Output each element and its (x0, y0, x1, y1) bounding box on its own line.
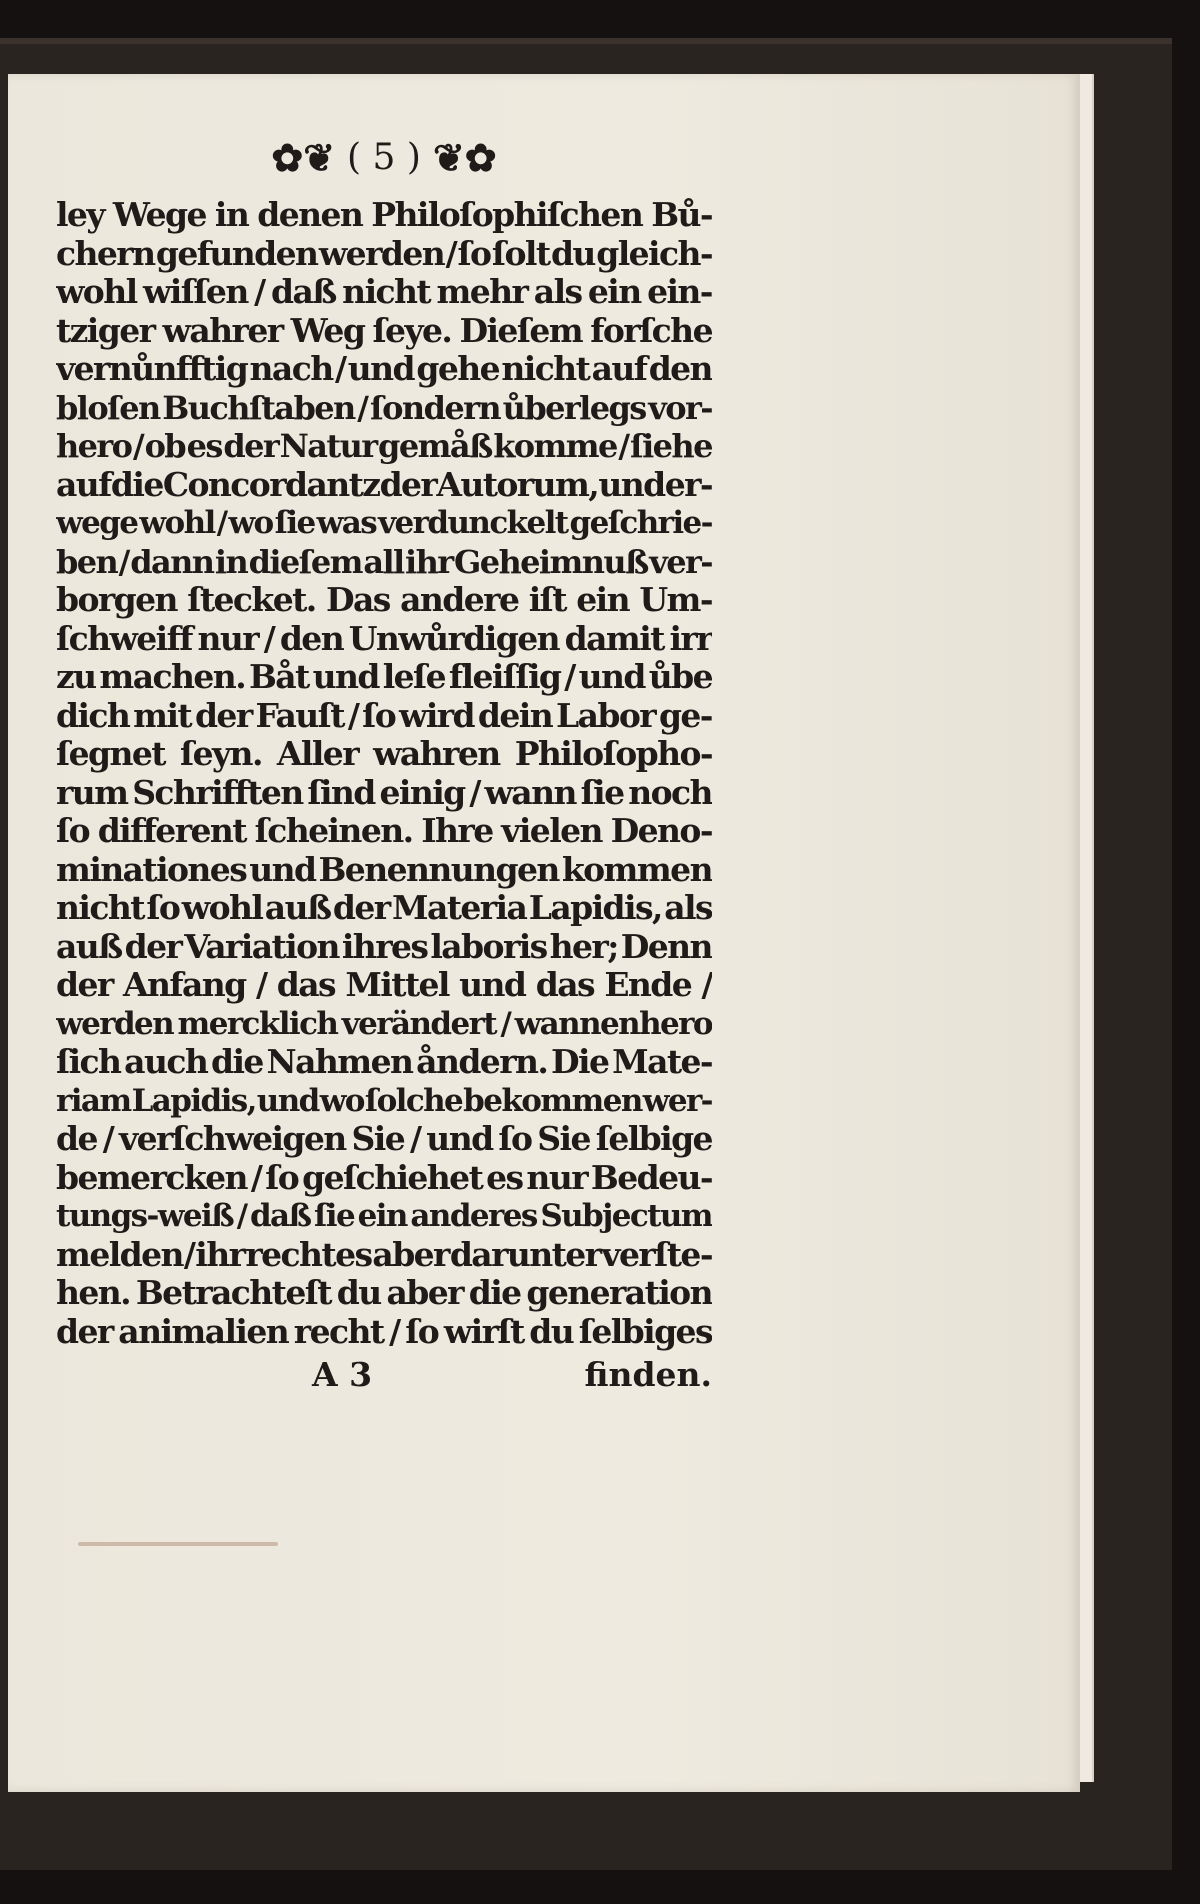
text-line: wege wohl / wo ſie was verdunckelt geſchrie- (56, 505, 712, 541)
text-line: hero / ob es der Natur gemåß komme / ſiehe (56, 427, 712, 465)
text-line: riam Lapidis, und wo ſolche bekommen wer- (56, 1082, 712, 1119)
text-line: der Anfang / das Mittel und das Ende / (56, 966, 712, 1004)
text-line: bloſen Buchſtaben / ſondern ůberlegs vor- (56, 388, 712, 427)
text-line: ſich auch die Nahmen åndern. Die Mate- (56, 1043, 712, 1081)
ornament-left-icon: ✿❦ (271, 134, 336, 180)
text-line: wohl wiſſen / daß nicht mehr als ein ein- (56, 273, 712, 311)
text-line: bemercken / ſo geſchiehet es nur Bedeu- (56, 1158, 712, 1197)
text-line: de / verſchweigen Sie / und ſo Sie ſelbige (56, 1120, 712, 1158)
text-line: werden mercklich verändert / wannenhero (56, 1005, 712, 1042)
text-line: ſegnet ſeyn. Aller wahren Philoſopho- (56, 735, 712, 773)
text-line: zu machen. Båt und leſe fleiſſig / und ůbe (56, 658, 712, 696)
text-line: auß der Variation ihres laboris her; Denn (56, 927, 712, 966)
text-line: auf die Concordantz der Autorum, und er- (56, 465, 712, 504)
text-line: hen. Betrachteſt du aber die generation (56, 1274, 712, 1312)
text-line: vernůnfftig nach / und gehe nicht auf den (56, 350, 712, 388)
text-line: ley Wege in denen Philoſophiſchen Bů- (56, 196, 712, 234)
text-line: melden / ihr rechtes aber darunter verſte- (56, 1235, 712, 1274)
text-block (56, 122, 712, 1395)
text-line: dich mit der Fauſt / ſo wird dein Labor ge- (56, 696, 712, 735)
text-line: der animalien recht / ſo wirſt du ſelbiges (56, 1312, 712, 1351)
page-number: ( 5 ) (347, 136, 421, 178)
text-line: ſchweiff nur / den Unwůrdigen damit irr (56, 619, 712, 658)
text-line: borgen ſtecket. Das andere iſt ein Um- (56, 581, 712, 619)
text-line: ſo different ſcheinen. Ihre vielen Deno- (56, 812, 712, 850)
paper-stain (78, 1542, 278, 1546)
page-footer (56, 1355, 712, 1395)
page-header (56, 122, 712, 192)
text-line: nicht ſo wohl auß der Materia Lapidis, als (56, 889, 712, 927)
catchword: finden. (584, 1355, 712, 1394)
text-line: tungs-weiß / daß ſie ein anderes Subjectum (56, 1198, 712, 1234)
text-line: minationes und Benennungen kommen (56, 850, 712, 889)
text-line: chern gefunden werden / ſo ſolt du gleich- (56, 234, 712, 273)
text-line: tziger wahrer Weg ſeye. Dieſem forſche (56, 311, 712, 350)
text-line: rum Schrifften ſind einig / wann ſie noch (56, 773, 712, 812)
text-line: ben / dann in dieſem all ihr Geheimnuß ver- (56, 542, 712, 581)
body-text (56, 196, 712, 1351)
ornament-right-icon: ❦✿ (432, 134, 497, 180)
signature-mark: A 3 (312, 1355, 373, 1394)
